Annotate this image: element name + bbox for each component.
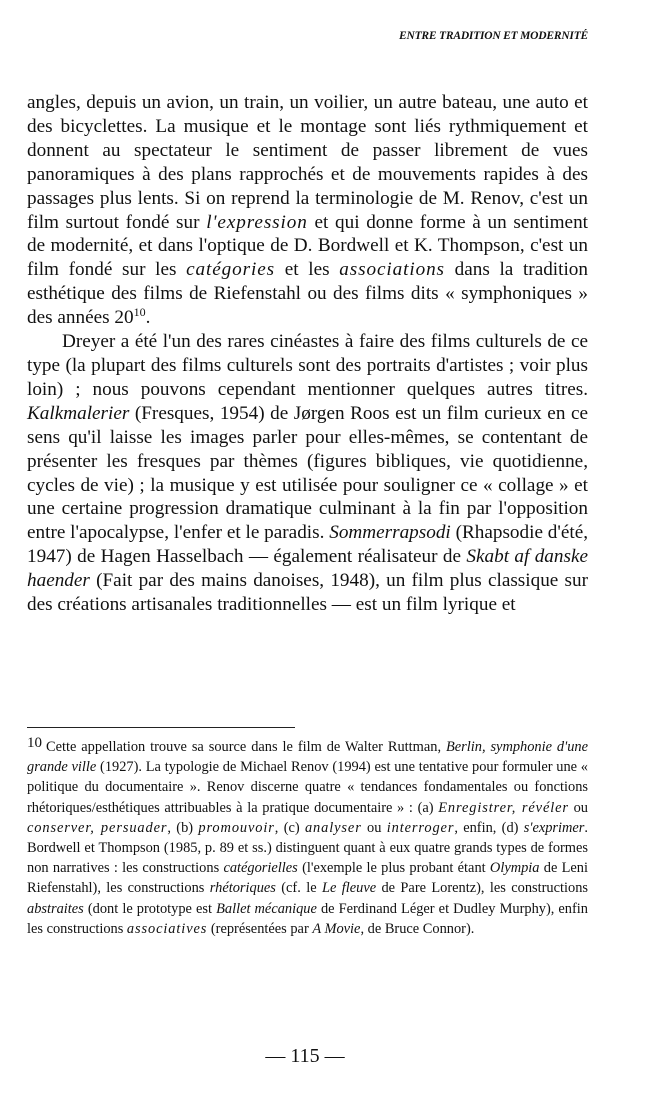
text-span: ou: [361, 819, 387, 836]
italic-term: Ballet mécanique: [216, 900, 317, 917]
italic-term: s'exprimer: [523, 819, 585, 836]
italic-term: interroger: [386, 819, 455, 836]
text-span: , (c): [274, 819, 305, 836]
text-span: de Pare Lorentz), les constructions: [376, 880, 588, 897]
italic-term: associations: [339, 259, 445, 281]
italic-term: conserver, persuader: [27, 819, 168, 836]
italic-term: Olympia: [489, 860, 540, 877]
text-span: , (b): [167, 819, 199, 836]
film-title: Sommerrapsodi: [329, 522, 451, 544]
italic-term: Berlin, symphonie d'une grande ville: [27, 739, 588, 776]
footnote-separator: [27, 727, 295, 728]
italic-term: associatives: [126, 920, 208, 937]
footnote-reference: 10: [133, 305, 146, 320]
text-span: (Fait par des mains danoises, 1948), un film plus classique sur des créations artisanales traditionnelles — est un film lyrique et: [27, 570, 588, 616]
footnote: [27, 737, 588, 939]
italic-term: analyser: [304, 819, 362, 836]
italic-term: Enregistrer, révéler: [438, 799, 569, 816]
text-span: ou: [568, 799, 588, 816]
text-span: (représentées par: [207, 920, 313, 937]
text-span: dans la tradition esthétique des films de Riefenstahl ou des films dits « symphoniques » des années 20: [27, 259, 588, 329]
running-head: ENTRE TRADITION ET MODERNITÉ: [399, 30, 588, 42]
film-title: Kalkmalerier: [27, 402, 130, 424]
italic-term: rhétoriques: [209, 880, 276, 897]
paragraph-2: [27, 330, 588, 617]
text-span: Dreyer a été l'un des rares cinéastes à faire des films culturels de ce type (la plupart des films culturels sont des portraits d'artistes ; voir plus loin) ; nous pouvons cependant mentionner quelques autres titres.: [27, 331, 588, 400]
italic-term: promouvoir: [198, 819, 275, 836]
footnote-number: 10: [27, 735, 42, 751]
main-text: [27, 91, 588, 617]
text-span: (l'exemple le plus probant étant: [297, 860, 490, 877]
text-span: de Leni Riefenstahl), les constructions: [27, 860, 589, 897]
text-span: et qui donne forme à un sentiment de modernité, et dans l'optique de D. Bordwell et K. Thompson, c'est un film fondé sur les: [27, 211, 588, 281]
page-number: — 115 —: [265, 1045, 345, 1067]
text-span: , enfin, (d): [454, 819, 524, 836]
text-span: (Rhapsodie d'été, 1947) de Hagen Hasselbach — également réalisateur de: [27, 522, 589, 568]
text-span: .: [145, 307, 151, 329]
text-span: et les: [275, 259, 340, 281]
text-span: (Fresques, 1954) de Jørgen Roos est un film curieux en ce sens qu'il laisse les images parler pour elles-mêmes, se contentant de présenter les fresques par thèmes (figures bibliques, vie quotidienne, cycles de vie) ; la musique y est utilisée pour souligner ce « collage » et une certaine progression dramatique culminant à la fin par l'opposition entre l'apocalypse, l'enfer et le paradis.: [27, 402, 588, 544]
text-span: (dont le prototype est: [83, 900, 217, 917]
italic-term: catégorielles: [223, 860, 298, 877]
text-span: Cette appellation trouve sa source dans le film de Walter Ruttman,: [46, 739, 446, 755]
text-span: , de Bruce Connor).: [360, 920, 475, 937]
italic-term: abstraites: [27, 900, 84, 917]
italic-term: A Movie: [312, 920, 361, 937]
film-title: Skabt af danske haender: [27, 546, 588, 592]
text-span: (cf. le: [275, 880, 322, 897]
paragraph-1: [27, 91, 588, 330]
italic-term: catégories: [186, 259, 276, 281]
text-span: (1927). La typologie de Michael Renov (1994) est une tentative pour formuler une « politique du documentaire ». Renov discerne quatre « tendances fondamentales ou fonctions rhétoriques/esthétiques attribuables à la pratique documentaire » : (a): [27, 759, 588, 816]
text-span: angles, depuis un avion, un train, un voilier, un autre bateau, une auto et des bicyclettes. La musique et le montage sont liés rythmiquement et donnent au spectateur le sentiment de passer librement de vues panoramiques à des plans rapprochés et de mouvements rapides à des passages plus lents. Si on reprend la terminologie de M. Renov, c'est un film surtout fondé sur: [27, 92, 588, 233]
text-span: . Bordwell et Thompson (1985, p. 89 et ss.) distinguent quant à eux quatre grands types de formes non narratives : les constructions: [27, 819, 589, 877]
text-span: de Ferdinand Léger et Dudley Murphy), enfin les constructions: [27, 900, 588, 937]
italic-term: l'expression: [206, 211, 308, 233]
italic-term: Le fleuve: [321, 880, 377, 897]
